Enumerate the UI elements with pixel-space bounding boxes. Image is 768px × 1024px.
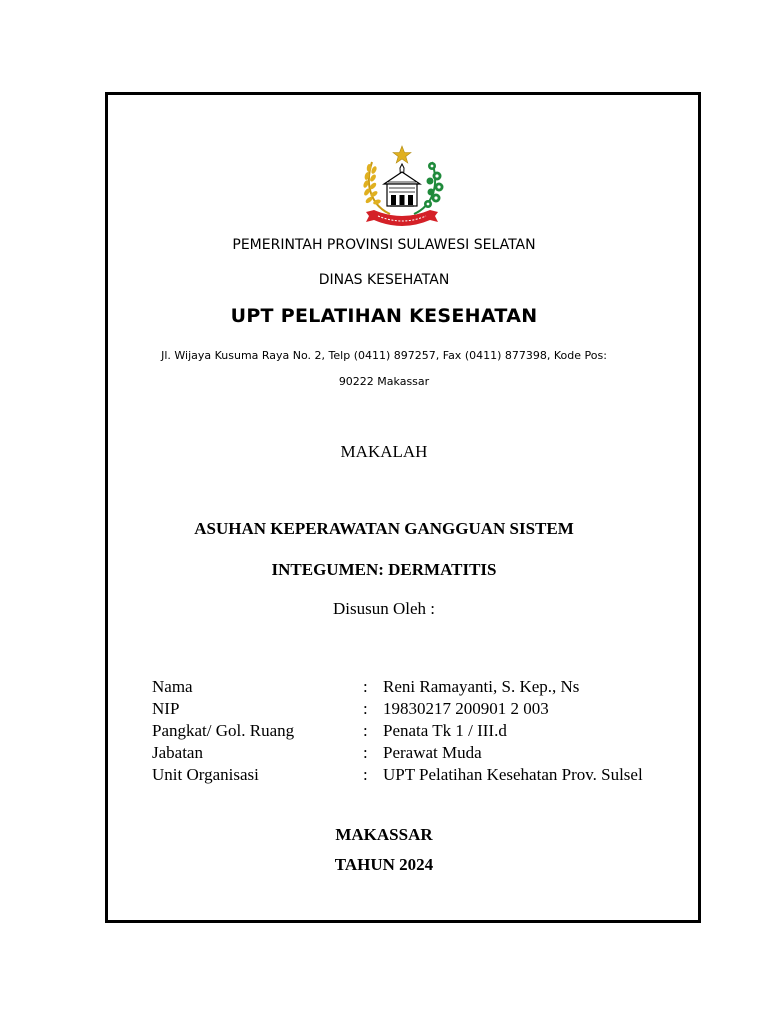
address-line-1: Jl. Wijaya Kusuma Raya No. 2, Telp (0411) 897257, Fax (0411) 877398, Kode Pos: (161, 349, 607, 362)
byline: Disusun Oleh : (333, 599, 435, 618)
info-label-name: Nama (152, 677, 193, 696)
traditional-house-icon (384, 172, 420, 206)
rice-stalk-icon (362, 162, 390, 214)
department-name: DINAS KESEHATAN (318, 272, 450, 288)
info-value-name: Reni Ramayanti, S. Kep., Ns (383, 677, 580, 696)
government-name: PEMERINTAH PROVINSI SULAWESI SELATAN (232, 237, 536, 253)
info-value-position: Perawat Muda (383, 743, 482, 762)
info-label-position: Jabatan (152, 743, 203, 762)
document-title-line-1: ASUHAN KEPERAWATAN GANGGUAN SISTEM (194, 519, 574, 538)
cotton-branch-icon (414, 162, 444, 214)
city: MAKASSAR (335, 825, 433, 844)
info-label-unit: Unit Organisasi (152, 765, 259, 784)
info-colon: : (363, 765, 368, 784)
document-title-line-2: INTEGUMEN: DERMATITIS (271, 560, 497, 579)
year: TAHUN 2024 (334, 855, 434, 874)
document-type: MAKALAH (340, 442, 428, 461)
sulawesi-selatan-coat-of-arms-icon (360, 140, 444, 230)
info-value-unit: UPT Pelatihan Kesehatan Prov. Sulsel (383, 765, 643, 784)
info-label-nip: NIP (152, 699, 180, 718)
info-colon: : (363, 677, 368, 696)
info-label-rank: Pangkat/ Gol. Ruang (152, 721, 295, 740)
institution-name: UPT PELATIHAN KESEHATAN (230, 305, 538, 327)
info-colon: : (363, 743, 368, 762)
star-icon (393, 146, 411, 163)
info-colon: : (363, 699, 368, 718)
info-colon: : (363, 721, 368, 740)
ribbon-icon (366, 210, 438, 226)
info-value-nip: 19830217 200901 2 003 (383, 699, 549, 718)
address-line-2: 90222 Makassar (338, 375, 430, 388)
info-value-rank: Penata Tk 1 / III.d (383, 721, 507, 740)
